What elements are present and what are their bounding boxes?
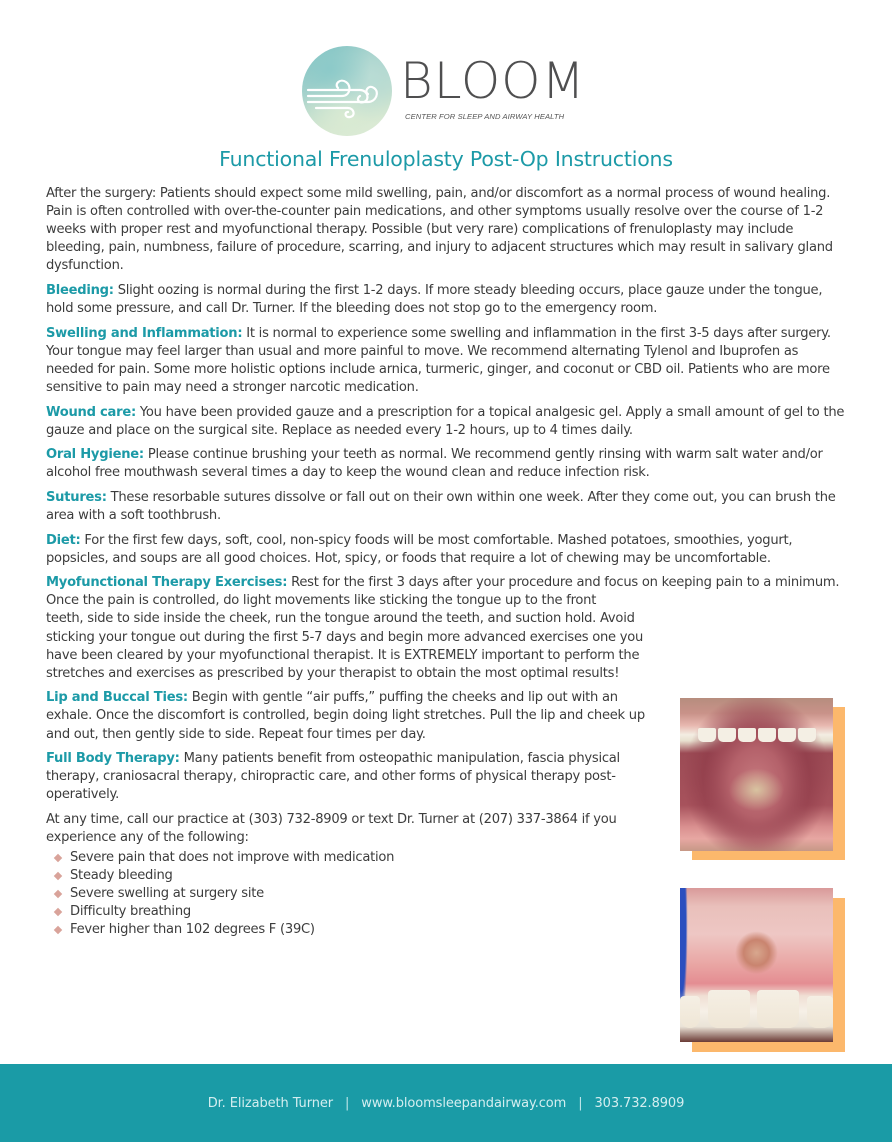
section-label: Lip and Buccal Ties: <box>46 690 188 706</box>
footer-separator: | <box>345 1095 350 1111</box>
list-item: Fever higher than 102 degrees F (39C) <box>46 921 846 939</box>
footer-website-link[interactable]: www.bloomsleepandairway.com <box>361 1095 567 1111</box>
bloom-logo <box>302 46 602 136</box>
section-label: Sutures: <box>46 489 107 505</box>
section-lip-buccal <box>46 689 658 743</box>
section-text: You have been provided gauze and a prescription for a topical analgesic gel. Apply a small amount of gel to the gauze and place on the surgical site. Replace as needed every 1-2 hours, up to 4 times daily. <box>46 404 845 438</box>
section-label: Myofunctional Therapy Exercises: <box>46 575 288 591</box>
section-myofunctional <box>46 574 846 683</box>
section-swelling <box>46 325 846 397</box>
footer-doctor-name: Dr. Elizabeth Turner <box>207 1095 333 1111</box>
list-item: Steady bleeding <box>46 867 846 885</box>
section-bleeding <box>46 282 846 318</box>
section-label: Oral Hygiene: <box>46 447 144 463</box>
list-item: Severe pain that does not improve with medication <box>46 849 846 867</box>
myofunctional-rest: teeth, side to side inside the cheek, run the tongue around the teeth, and suction hold. Avoid sticking your tongue out during the first 5-7 days and begin more advanced exercises one you have been cleared by your myofunctional therapist. It is EXTREMELY important to perform the stretches and exercises as prescribed by your therapist to obtain the most optimal results! <box>46 611 644 681</box>
section-diet <box>46 532 846 568</box>
section-text: Please continue brushing your teeth as normal. We recommend gently rinsing with warm salt water and/or alcohol free mouthwash several times a day to keep the wound clean and reduce infection risk. <box>46 447 823 481</box>
photo-lip-frenectomy <box>680 888 833 1042</box>
section-text: Begin with gentle “air puffs,” puffing the cheeks and lip out with an exhale. Once the discomfort is controlled, begin doing light stretches. Pull the lip and cheek up and out, then gently side to side. Repeat four times per day. <box>46 690 645 742</box>
intro-paragraph: After the surgery: Patients should expect some mild swelling, pain, and/or discomfort as a normal process of wound healing. Pain is often controlled with over-the-counter pain medications, and other symptoms usually resolve over the course of 1-2 weeks with proper rest and myofunctional therapy. Possible (but very rare) complications of frenuloplasty may include bleeding, pain, numbness, failure of procedure, scarring, and injury to adjacent structures which may result in salivary gland dysfunction. <box>46 186 833 274</box>
list-item: Severe swelling at surgery site <box>46 885 846 903</box>
footer-separator: | <box>578 1095 583 1111</box>
section-label: Diet: <box>46 532 81 548</box>
diamond-bullet-icon <box>54 872 62 880</box>
logo-tagline: CENTER FOR SLEEP AND AIRWAY HEALTH <box>405 112 565 121</box>
section-full-body <box>46 750 658 804</box>
diamond-bullet-icon <box>54 854 62 862</box>
section-oral-hygiene <box>46 446 846 482</box>
section-text: Slight oozing is normal during the first 1-2 days. If more steady bleeding occurs, place gauze under the tongue, hold some pressure, and call Dr. Turner. If the bleeding does not stop go to the emergency room. <box>46 282 823 317</box>
page-title: Functional Frenuloplasty Post-Op Instructions <box>219 147 673 171</box>
section-label: Full Body Therapy: <box>46 751 180 767</box>
section-text: It is normal to experience some swelling and inflammation in the first 3-5 days after surgery. Your tongue may feel larger than usual and more painful to move. We recommend alternating Tylenol and Ibuprofen as needed for pain. Some more holistic options include arnica, turmeric, ginger, and coconut or CBD oil. Patients who are more sensitive to pain may need a stronger narcotic medication. <box>46 325 831 395</box>
section-text: Rest for the first 3 days after your procedure and focus on keeping pain to a minimum. Once the pain is controlled, do light movements like sticking the tongue up to the front <box>46 575 840 609</box>
section-text: For the first few days, soft, cool, non-spicy foods will be most comfortable. Mashed potatoes, smoothies, yogurt, popsicles, and soups are all good choices. Hot, spicy, or foods that require a lot of chewing may be uncomfortable. <box>46 532 793 566</box>
section-label: Swelling and Inflammation: <box>46 325 243 341</box>
upper-teeth <box>680 728 833 742</box>
diamond-bullet-icon <box>54 926 62 934</box>
photo-tongue-healing <box>680 698 833 851</box>
section-wound-care <box>46 404 846 440</box>
section-label: Wound care: <box>46 404 136 420</box>
front-teeth <box>680 990 833 1028</box>
section-sutures <box>46 489 846 525</box>
footer-phone[interactable]: 303.732.8909 <box>594 1095 685 1111</box>
section-text: These resorbable sutures dissolve or fall out on their own within one week. After they come out, you can brush the area with a soft toothbrush. <box>46 489 836 523</box>
contact-paragraph: At any time, call our practice at (303) 732-8909 or text Dr. Turner at (207) 337-3864 if you experience any of the following: <box>46 811 617 845</box>
myofunctional-intro <box>46 574 846 610</box>
diamond-bullet-icon <box>54 890 62 898</box>
section-text: Many patients benefit from osteopathic manipulation, fascia physical therapy, craniosacral therapy, chiropractic care, and other forms of physical therapy post-operatively. <box>46 751 620 803</box>
wind-swirl-icon <box>302 46 392 136</box>
section-label: Bleeding: <box>46 282 114 298</box>
list-item: Difficulty breathing <box>46 903 846 921</box>
footer-bar <box>0 1064 892 1142</box>
logo-wordmark: BLOOM <box>400 52 586 110</box>
diamond-bullet-icon <box>54 908 62 916</box>
